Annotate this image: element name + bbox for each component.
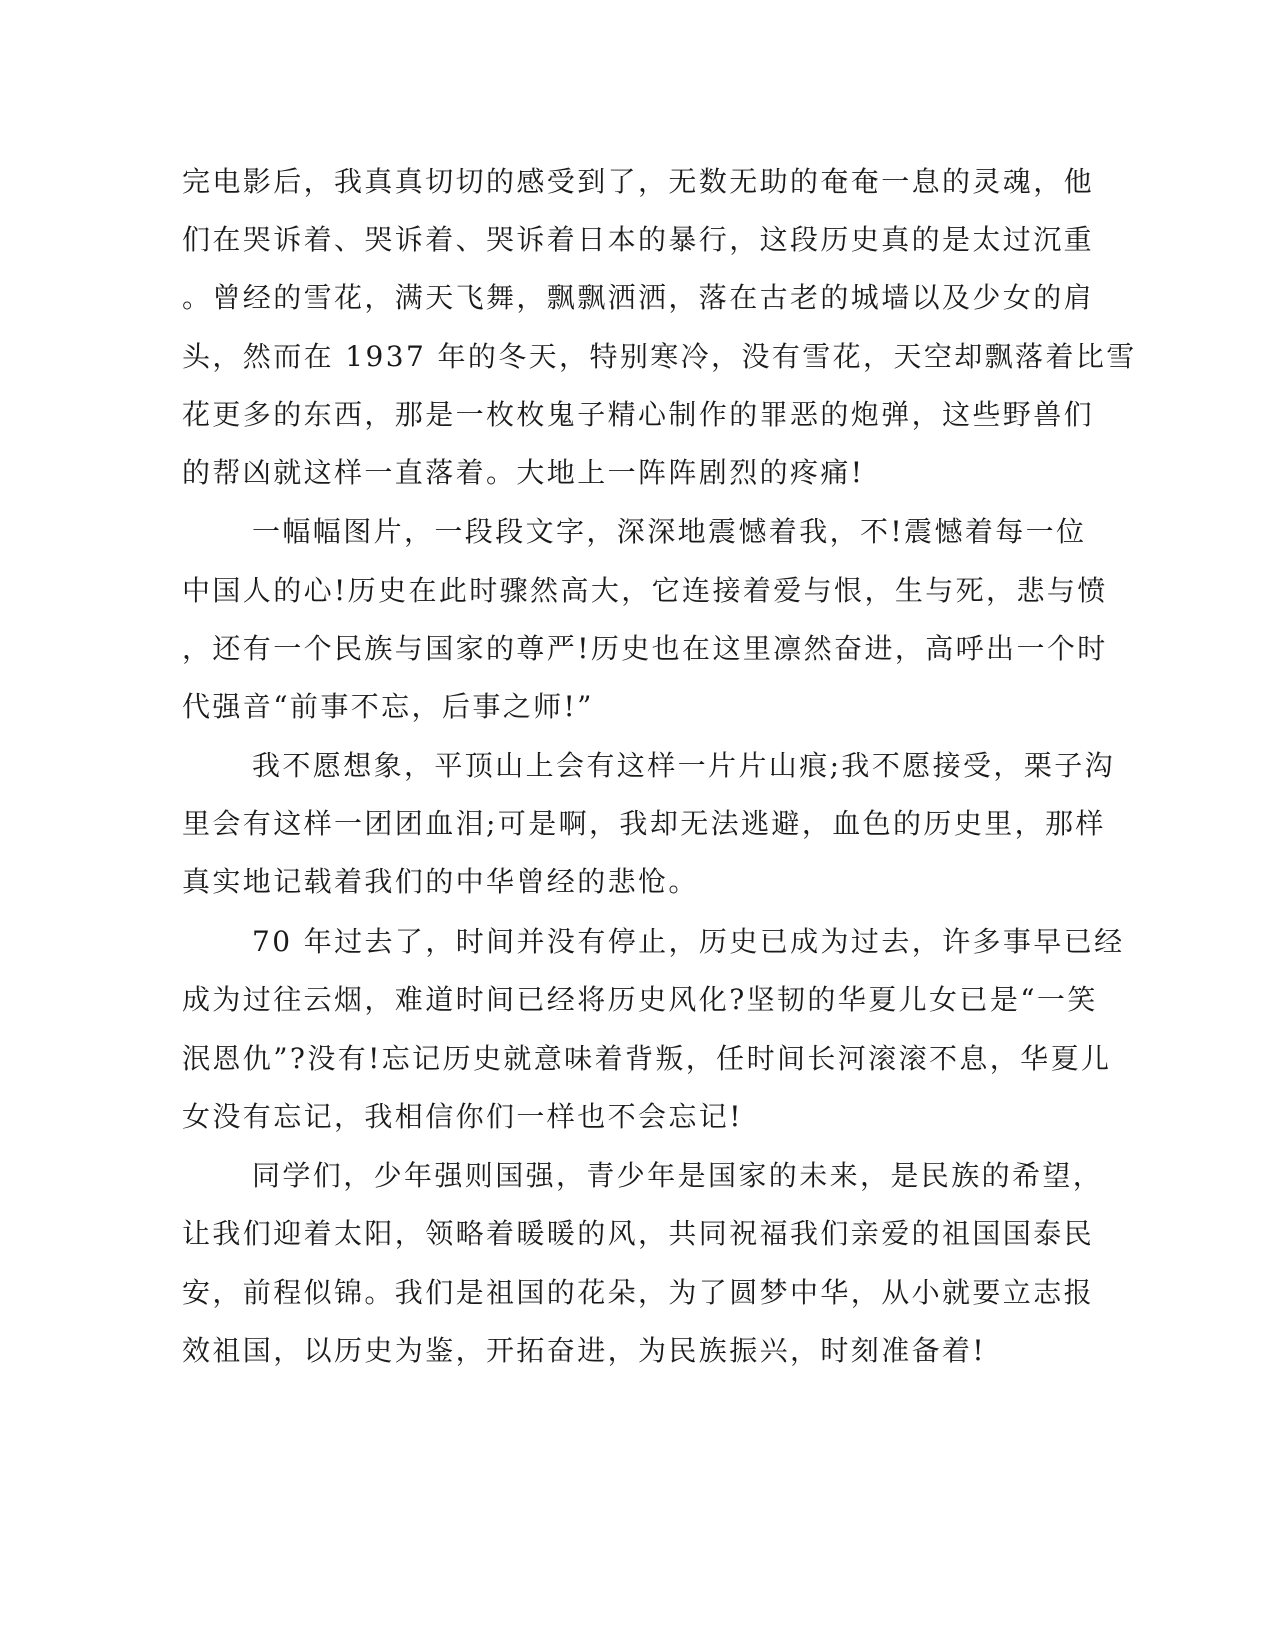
text-line: 的帮凶就这样一直落着。大地上一阵阵剧烈的疼痛! [182, 456, 865, 489]
text-line: ，还有一个民族与国家的尊严!历史也在这里凛然奋进，高呼出一个时 [182, 632, 1108, 665]
text-line: 中国人的心!历史在此时骤然高大，它连接着爱与恨，生与死，悲与愤 [182, 574, 1108, 607]
paragraph-first-line: 同学们，少年强则国强，青少年是国家的未来，是民族的希望， [252, 1159, 1104, 1192]
text-line: 代强音“前事不忘，后事之师!” [182, 690, 594, 723]
text-line: 头，然而在 1937 年的冬天，特别寒冷，没有雪花，天空却飘落着比雪 [182, 340, 1137, 373]
text-line: 完电影后，我真真切切的感受到了，无数无助的奄奄一息的灵魂，他 [182, 165, 1095, 198]
text-line: 效祖国，以历史为鉴，开拓奋进，为民族振兴，时刻准备着! [182, 1334, 987, 1367]
text-line: 花更多的东西，那是一枚枚鬼子精心制作的罪恶的炮弹，这些野兽们 [182, 398, 1095, 431]
text-line: 里会有这样一团团血泪;可是啊，我却无法逃避，血色的历史里，那样 [182, 807, 1106, 840]
paragraph-first-line: 一幅幅图片，一段段文字，深深地震憾着我，不!震憾着每一位 [252, 515, 1087, 548]
text-line: 泯恩仇”?没有!忘记历史就意味着背叛，任时间长河滚滚不息，华夏儿 [182, 1042, 1112, 1075]
text-line: 真实地记载着我们的中华曾经的悲怆。 [182, 865, 699, 898]
text-line: 成为过往云烟，难道时间已经将历史风化?坚韧的华夏儿女已是“一笑 [182, 983, 1098, 1016]
text-line: 。曾经的雪花，满天飞舞，飘飘洒洒，落在古老的城墙以及少女的肩 [182, 281, 1095, 314]
paragraph-first-line: 70 年过去了，时间并没有停止，历史已成为过去，许多事早已经 [252, 925, 1125, 958]
text-line: 女没有忘记，我相信你们一样也不会忘记! [182, 1100, 743, 1133]
paragraph-first-line: 我不愿想象，平顶山上会有这样一片片山痕;我不愿接受，栗子沟 [252, 749, 1116, 782]
text-line: 让我们迎着太阳，领略着暖暖的风，共同祝福我们亲爱的祖国国泰民 [182, 1217, 1095, 1250]
text-line: 们在哭诉着、哭诉着、哭诉着日本的暴行，这段历史真的是太过沉重 [182, 223, 1095, 256]
text-line: 安，前程似锦。我们是祖国的花朵，为了圆梦中华，从小就要立志报 [182, 1276, 1095, 1309]
